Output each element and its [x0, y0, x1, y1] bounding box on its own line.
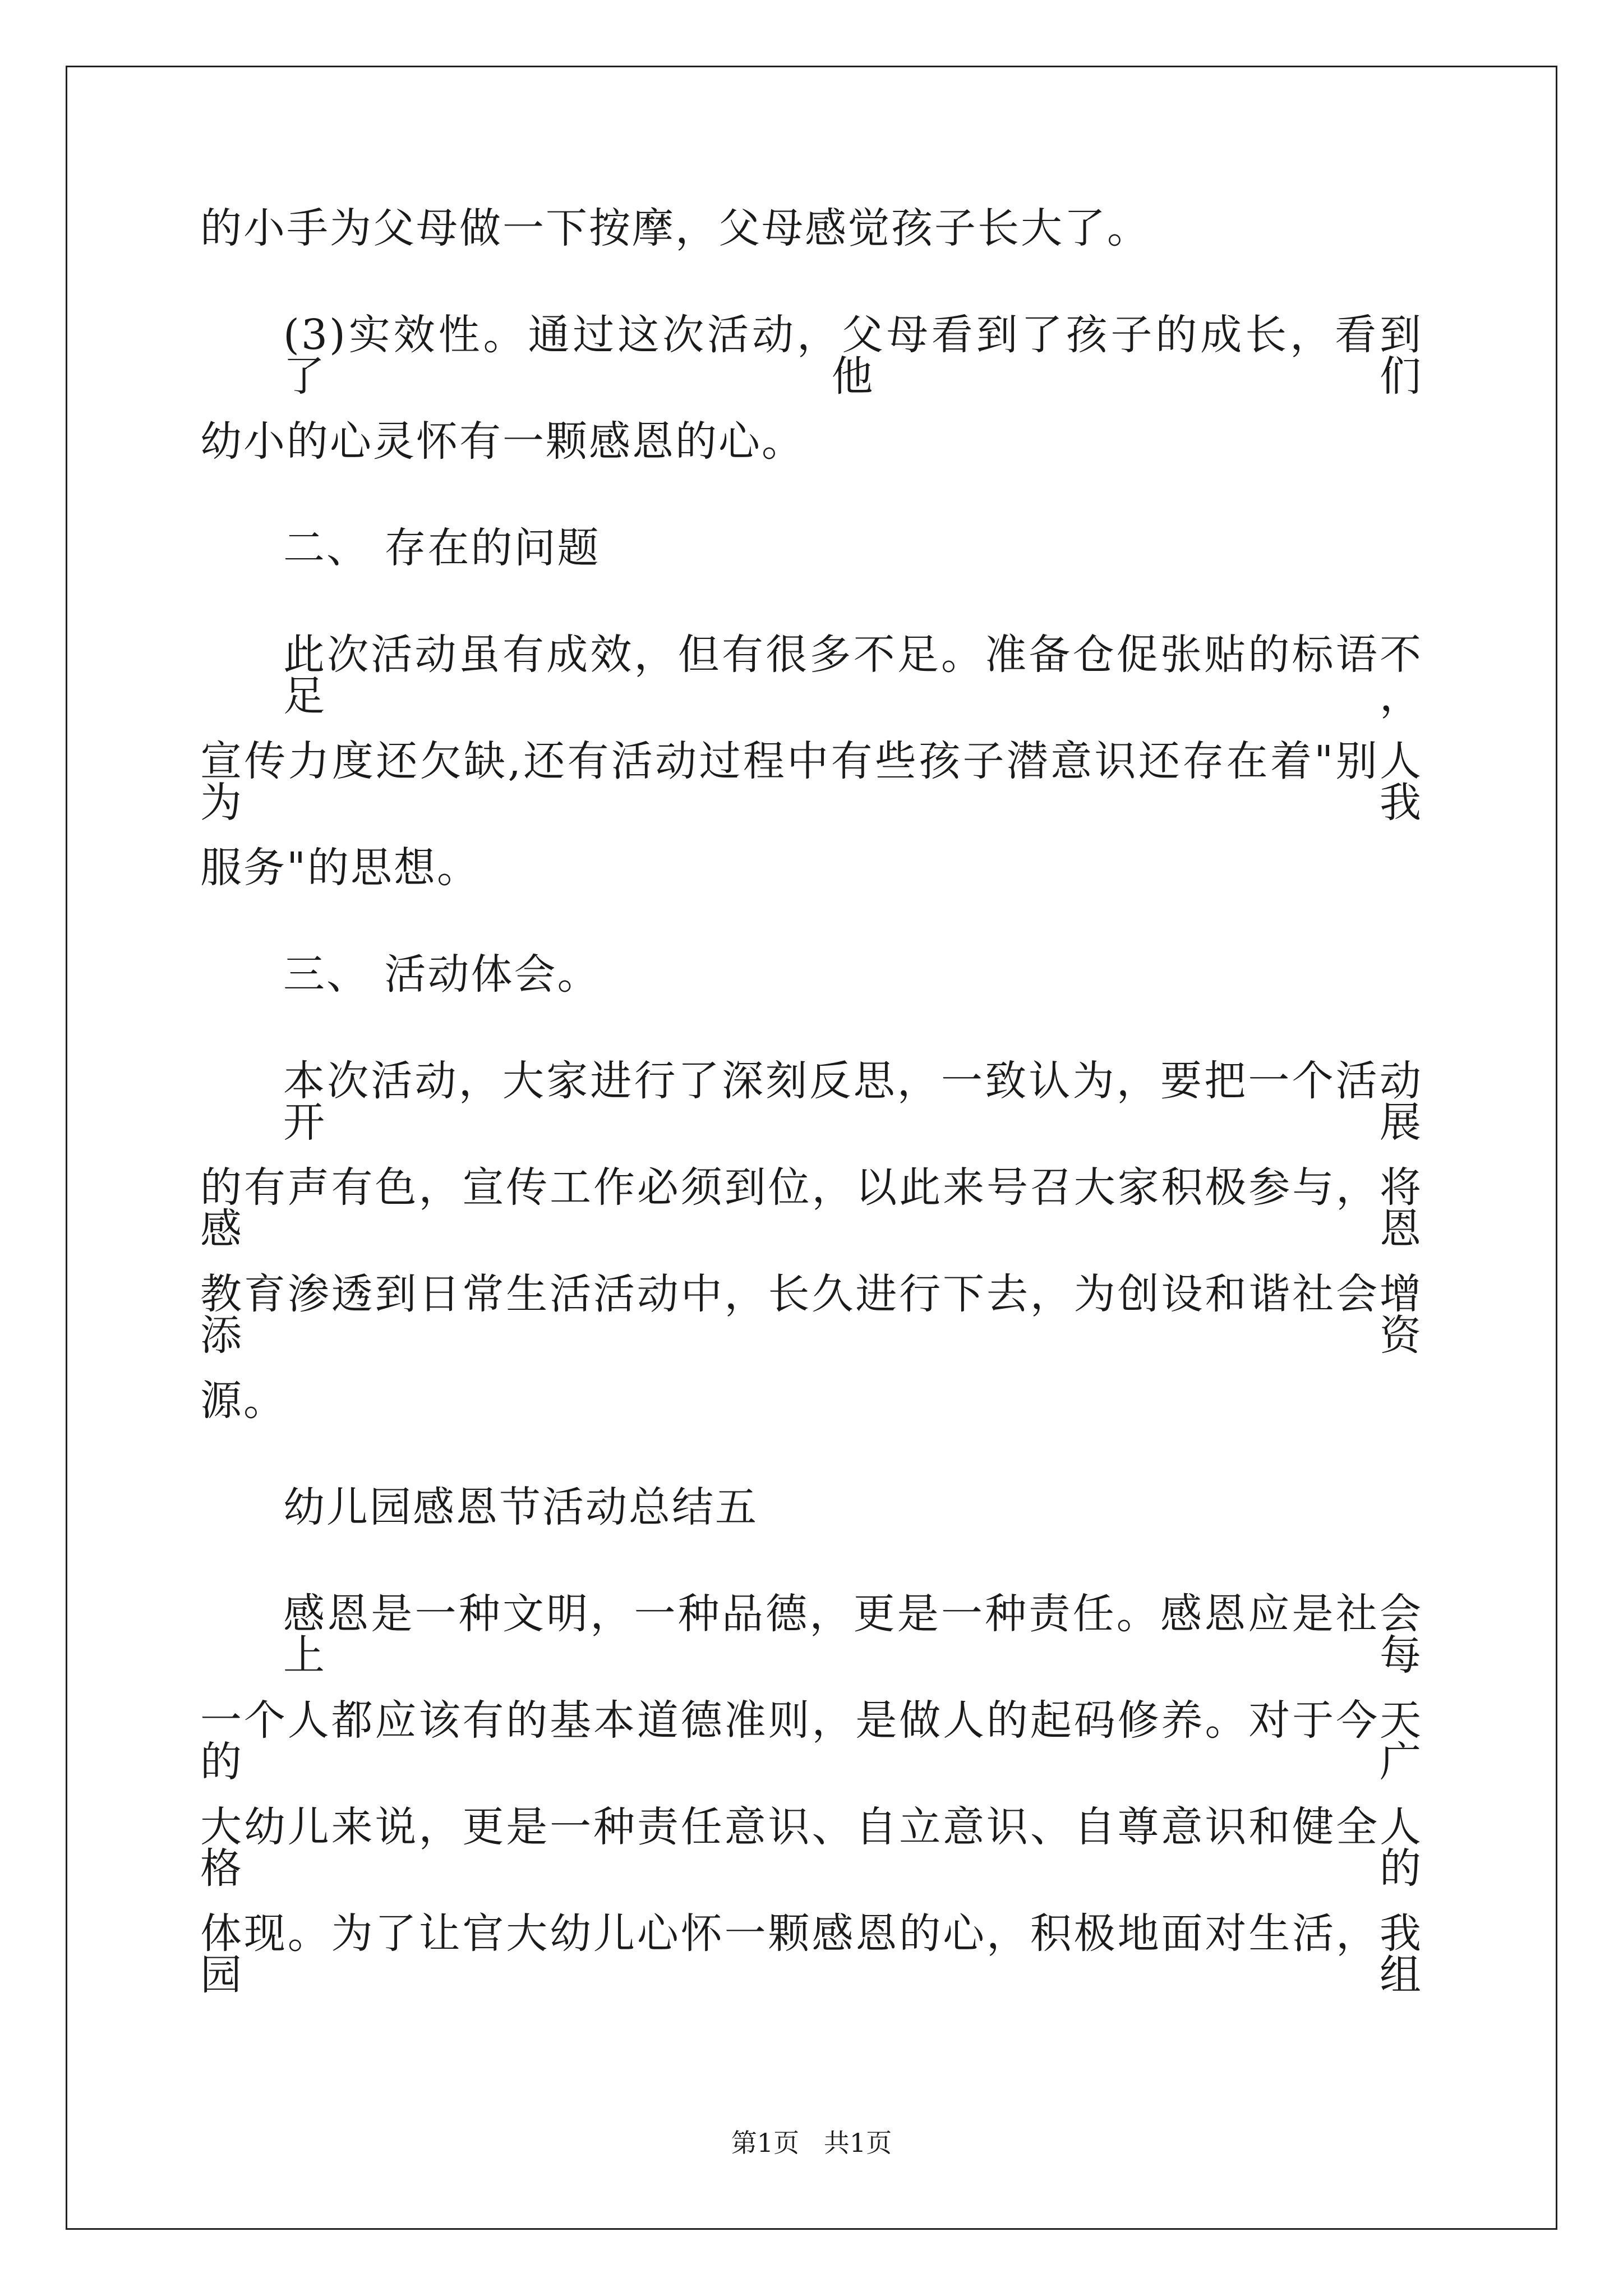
- text-line: 感恩是一种文明，一种品德，更是一种责任。感恩应是社会上每: [283, 1590, 1423, 1680]
- text-line: 大幼儿来说，更是一种责任意识、自立意识、自尊意识和健全人格的: [200, 1803, 1423, 1893]
- page-footer: 第1页 共1页: [731, 2128, 892, 2158]
- text-line: 源。: [200, 1377, 287, 1425]
- text-line: 宣传力度还欠缺,还有活动过程中有些孩子潜意识还存在着"别人为我: [200, 737, 1423, 827]
- text-line: 服务"的思想。: [200, 844, 481, 892]
- text-line: 此次活动虽有成效，但有很多不足。准备仓促张贴的标语不足，: [283, 631, 1423, 720]
- text-line: 幼小的心灵怀有一颗感恩的心。: [200, 417, 805, 466]
- document-subtitle: 幼儿园感恩节活动总结五: [283, 1483, 758, 1531]
- text-line: (3)实效性。通过这次活动，父母看到了孩子的成长，看到了他们: [283, 311, 1423, 401]
- text-line: 本次活动，大家进行了深刻反思，一致认为，要把一个活动开展: [283, 1057, 1423, 1147]
- text-line: 的小手为父母做一下按摩，父母感觉孩子长大了。: [200, 204, 1150, 252]
- text-line: 一个人都应该有的基本道德准则，是做人的起码修养。对于今天的广: [200, 1696, 1423, 1786]
- section-heading: 二、 存在的问题: [283, 524, 601, 572]
- section-heading: 三、 活动体会。: [283, 950, 601, 999]
- text-line: 体现。为了让官大幼儿心怀一颗感恩的心，积极地面对生活，我园组: [200, 1910, 1423, 1999]
- document-body: [200, 204, 1423, 2019]
- text-line: 教育渗透到日常生活活动中，长久进行下去，为创设和谐社会增添资: [200, 1270, 1423, 1360]
- text-line: 的有声有色，宣传工作必须到位，以此来号召大家积极参与，将感恩: [200, 1163, 1423, 1253]
